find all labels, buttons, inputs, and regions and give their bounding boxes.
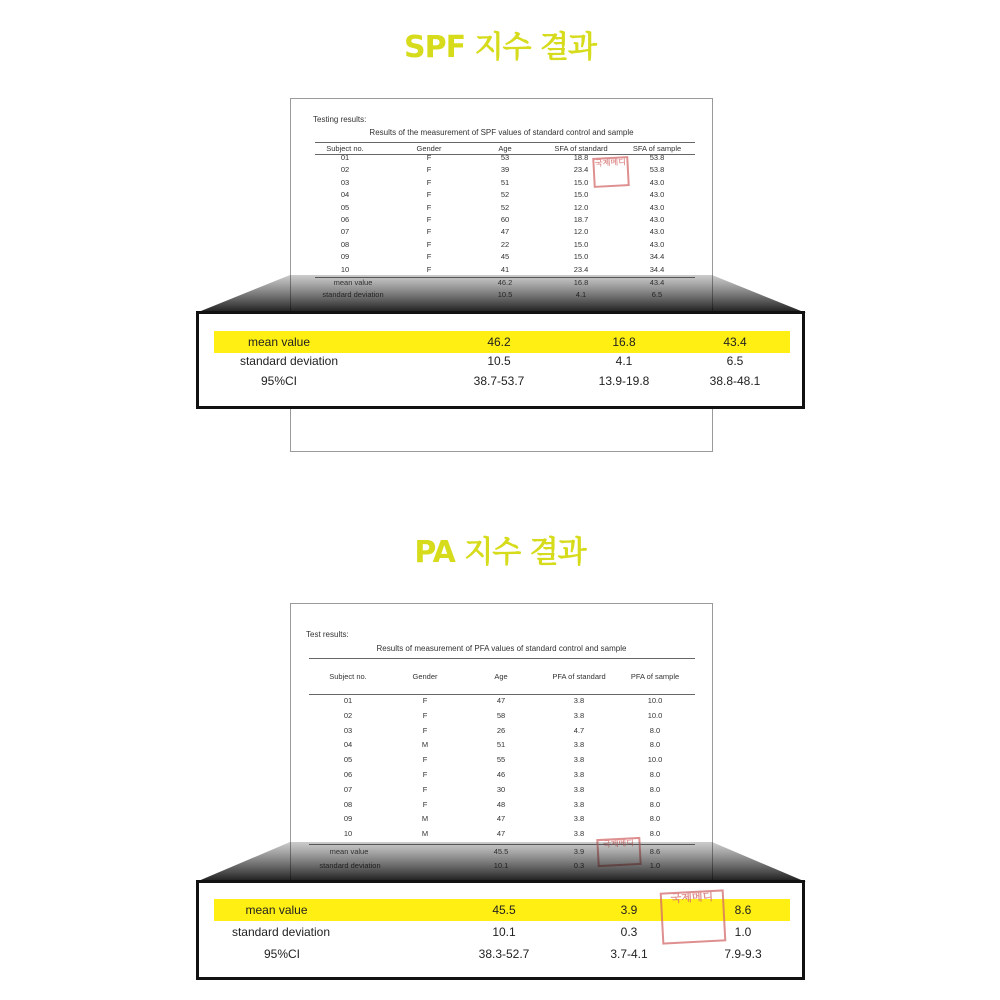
table-cell: 01 bbox=[343, 696, 353, 705]
table-cell: 8.0 bbox=[649, 829, 661, 839]
spf-zoom-wedge bbox=[196, 275, 806, 315]
table-cell: 05 bbox=[343, 755, 353, 765]
table-row bbox=[291, 252, 712, 264]
table-cell: 08 bbox=[340, 239, 350, 249]
table-cell: F bbox=[426, 227, 432, 237]
spf-zoom-ci-label: 95%CI bbox=[260, 374, 298, 388]
spf-table-caption: Results of the measurement of SPF values of standard control and sample bbox=[369, 128, 634, 137]
table-cell: 10.0 bbox=[647, 710, 663, 720]
pa-heading: PA 지수 결과 bbox=[414, 535, 586, 570]
table-cell: 43.0 bbox=[649, 202, 665, 212]
pa-zoom-mean-label: mean value bbox=[245, 903, 308, 917]
spf-testing-label: Testing results: bbox=[313, 115, 367, 124]
table-cell: 53 bbox=[500, 153, 510, 162]
table-cell: 07 bbox=[343, 784, 353, 794]
table-cell: 02 bbox=[343, 710, 353, 720]
table-row bbox=[291, 227, 712, 239]
table-cell: 06 bbox=[340, 215, 350, 224]
table-cell: 10.0 bbox=[647, 755, 663, 765]
table-cell: M bbox=[421, 740, 429, 750]
table-cell: F bbox=[422, 770, 428, 779]
table-cell: 3.8 bbox=[573, 755, 585, 765]
table-cell: 01 bbox=[340, 153, 350, 162]
table-cell: F bbox=[426, 239, 432, 249]
table-cell: 45 bbox=[500, 252, 510, 262]
table-row bbox=[291, 215, 712, 227]
pa-zoom-wedge bbox=[196, 842, 806, 884]
table-cell: 18.8 bbox=[573, 153, 589, 162]
table-cell: 10.0 bbox=[647, 696, 663, 705]
table-cell: F bbox=[422, 784, 428, 794]
table-row bbox=[291, 755, 712, 767]
table-cell: 3.8 bbox=[573, 829, 585, 839]
pa-zoom-mean-standard: 3.9 bbox=[620, 903, 638, 917]
pa-zoom-ci-row bbox=[214, 943, 790, 965]
table-cell: 53.8 bbox=[649, 165, 665, 175]
pa-zoom-ci-standard: 3.7-4.1 bbox=[610, 947, 648, 961]
spf-zoom-ci-standard: 13.9-19.8 bbox=[598, 374, 650, 388]
spf-zoom-panel bbox=[196, 311, 805, 409]
table-cell: 58 bbox=[496, 710, 506, 720]
spf-zoom-sd-age: 10.5 bbox=[487, 354, 511, 368]
spf-zoom-mean-sample: 43.4 bbox=[723, 335, 747, 349]
table-cell: 15.0 bbox=[573, 252, 589, 262]
pa-document bbox=[290, 603, 713, 883]
table-row bbox=[291, 829, 712, 841]
pa-header-row bbox=[291, 672, 712, 684]
table-cell: F bbox=[426, 264, 432, 274]
table-row bbox=[291, 240, 712, 252]
table-cell: 3.8 bbox=[573, 799, 585, 809]
table-cell: 52 bbox=[500, 202, 510, 212]
table-cell: F bbox=[422, 725, 428, 735]
table-cell: F bbox=[426, 215, 432, 224]
spf-header-sample: SFA of sample bbox=[632, 144, 682, 153]
table-cell: 3.8 bbox=[573, 784, 585, 794]
pa-zoom-panel bbox=[196, 880, 805, 980]
table-cell: 43.0 bbox=[649, 227, 665, 237]
table-cell: 02 bbox=[340, 165, 350, 175]
table-cell: F bbox=[426, 190, 432, 200]
table-cell: 18.7 bbox=[573, 215, 589, 224]
table-cell: 03 bbox=[343, 725, 353, 735]
spf-zoom-mean-age: 46.2 bbox=[487, 335, 511, 349]
table-cell: 15.0 bbox=[573, 177, 589, 187]
pa-zoom-mean-sample: 8.6 bbox=[734, 903, 752, 917]
table-cell: 47 bbox=[496, 696, 506, 705]
spf-zoom-sd-row bbox=[214, 350, 790, 372]
table-cell: 60 bbox=[500, 215, 510, 224]
spf-heading: SPF 지수 결과 bbox=[404, 30, 596, 65]
spf-header-subject: Subject no. bbox=[326, 144, 364, 153]
table-cell: 8.0 bbox=[649, 799, 661, 809]
table-cell: 15.0 bbox=[573, 190, 589, 200]
table-row bbox=[291, 153, 712, 165]
table-cell: 43.0 bbox=[649, 239, 665, 249]
table-cell: F bbox=[426, 252, 432, 262]
table-cell: 3.8 bbox=[573, 814, 585, 824]
table-cell: 04 bbox=[340, 190, 350, 200]
table-cell: 8.0 bbox=[649, 740, 661, 750]
table-cell: 09 bbox=[340, 252, 350, 262]
pa-header-subject: Subject no. bbox=[329, 672, 367, 681]
table-cell: 53.8 bbox=[649, 153, 665, 162]
table-cell: 10 bbox=[340, 264, 350, 274]
table-cell: 23.4 bbox=[573, 165, 589, 175]
table-cell: F bbox=[426, 165, 432, 175]
table-cell: 8.0 bbox=[649, 814, 661, 824]
table-cell: 23.4 bbox=[573, 264, 589, 274]
table-cell: 8.0 bbox=[649, 770, 661, 779]
table-cell: 47 bbox=[500, 227, 510, 237]
table-cell: 07 bbox=[340, 227, 350, 237]
spf-zoom-sd-sample: 6.5 bbox=[726, 354, 744, 368]
table-cell: F bbox=[426, 202, 432, 212]
table-cell: 3.8 bbox=[573, 710, 585, 720]
table-cell: 15.0 bbox=[573, 239, 589, 249]
table-cell: 51 bbox=[500, 177, 510, 187]
table-cell: 12.0 bbox=[573, 227, 589, 237]
table-row bbox=[291, 770, 712, 782]
table-cell: F bbox=[422, 696, 428, 705]
table-cell: 8.0 bbox=[649, 725, 661, 735]
table-cell: 10 bbox=[343, 829, 353, 839]
spf-zoom-sd-label: standard deviation bbox=[239, 354, 339, 368]
pa-zoom-sd-label: standard deviation bbox=[231, 925, 331, 939]
table-cell: 51 bbox=[496, 740, 506, 750]
spf-header-age: Age bbox=[498, 144, 512, 153]
pa-header-standard: PFA of standard bbox=[552, 672, 606, 681]
spf-zoom-sd-standard: 4.1 bbox=[615, 354, 633, 368]
pa-zoom-stamp: 국제메디 bbox=[660, 889, 727, 944]
spf-zoom-ci-sample: 38.8-48.1 bbox=[709, 374, 761, 388]
table-cell: 22 bbox=[500, 239, 510, 249]
pa-zoom-sd-standard: 0.3 bbox=[620, 925, 638, 939]
table-cell: 43.0 bbox=[649, 177, 665, 187]
table-cell: 3.8 bbox=[573, 696, 585, 705]
table-cell: 08 bbox=[343, 799, 353, 809]
table-cell: 41 bbox=[500, 264, 510, 274]
pa-zoom-ci-sample: 7.9-9.3 bbox=[724, 947, 762, 961]
table-row bbox=[291, 190, 712, 202]
spf-zoom-mean-standard: 16.8 bbox=[612, 335, 636, 349]
pa-header-rule bbox=[309, 694, 695, 695]
table-cell: 4.7 bbox=[573, 725, 585, 735]
table-row bbox=[291, 726, 712, 738]
spf-zoom-mean-label: mean value bbox=[247, 335, 311, 349]
table-cell: 3.8 bbox=[573, 740, 585, 750]
table-cell: F bbox=[422, 755, 428, 765]
table-cell: 12.0 bbox=[573, 202, 589, 212]
table-row bbox=[291, 740, 712, 752]
table-row bbox=[291, 800, 712, 812]
table-cell: 06 bbox=[343, 770, 353, 779]
table-cell: 04 bbox=[343, 740, 353, 750]
table-cell: 43.0 bbox=[649, 215, 665, 224]
table-cell: 34.4 bbox=[649, 252, 665, 262]
table-cell: 47 bbox=[496, 814, 506, 824]
table-cell: F bbox=[426, 177, 432, 187]
table-cell: 34.4 bbox=[649, 264, 665, 274]
table-cell: 09 bbox=[343, 814, 353, 824]
spf-table-top-rule bbox=[315, 142, 695, 143]
pa-header-sample: PFA of sample bbox=[630, 672, 680, 681]
pa-header-gender: Gender bbox=[412, 672, 438, 681]
spf-header-standard: SFA of standard bbox=[554, 144, 608, 153]
table-cell: 03 bbox=[340, 177, 350, 187]
table-row bbox=[291, 165, 712, 177]
table-cell: 47 bbox=[496, 829, 506, 839]
pa-header-age: Age bbox=[494, 672, 508, 681]
table-row bbox=[291, 711, 712, 723]
table-cell: 43.0 bbox=[649, 190, 665, 200]
table-cell: M bbox=[421, 814, 429, 824]
spf-zoom-ci-age: 38.7-53.7 bbox=[473, 374, 525, 388]
table-cell: 55 bbox=[496, 755, 506, 765]
table-cell: F bbox=[422, 710, 428, 720]
table-cell: 39 bbox=[500, 165, 510, 175]
table-row bbox=[291, 785, 712, 797]
table-cell: F bbox=[422, 799, 428, 809]
table-row bbox=[291, 203, 712, 215]
table-cell: 26 bbox=[496, 725, 506, 735]
pa-table-top-rule bbox=[309, 658, 695, 659]
table-cell: 52 bbox=[500, 190, 510, 200]
table-cell: 8.0 bbox=[649, 784, 661, 794]
spf-stamp: 국제메디 bbox=[592, 156, 630, 188]
table-row bbox=[291, 696, 712, 708]
spf-zoom-ci-row bbox=[214, 370, 790, 392]
pa-zoom-sd-sample: 1.0 bbox=[734, 925, 752, 939]
table-cell: 30 bbox=[496, 784, 506, 794]
table-cell: 48 bbox=[496, 799, 506, 809]
table-row bbox=[291, 178, 712, 190]
table-row bbox=[291, 814, 712, 826]
table-cell: F bbox=[426, 153, 432, 162]
pa-zoom-sd-age: 10.1 bbox=[492, 925, 516, 939]
pa-zoom-ci-age: 38.3-52.7 bbox=[478, 947, 530, 961]
table-cell: M bbox=[421, 829, 429, 839]
spf-header-gender: Gender bbox=[416, 144, 442, 153]
pa-testing-label: Test results: bbox=[306, 630, 349, 639]
pa-zoom-ci-label: 95%CI bbox=[263, 947, 301, 961]
table-cell: 46 bbox=[496, 770, 506, 779]
table-cell: 3.8 bbox=[573, 770, 585, 779]
pa-zoom-mean-age: 45.5 bbox=[492, 903, 516, 917]
table-cell: 05 bbox=[340, 202, 350, 212]
pa-table-caption: Results of measurement of PFA values of standard control and sample bbox=[376, 644, 627, 653]
